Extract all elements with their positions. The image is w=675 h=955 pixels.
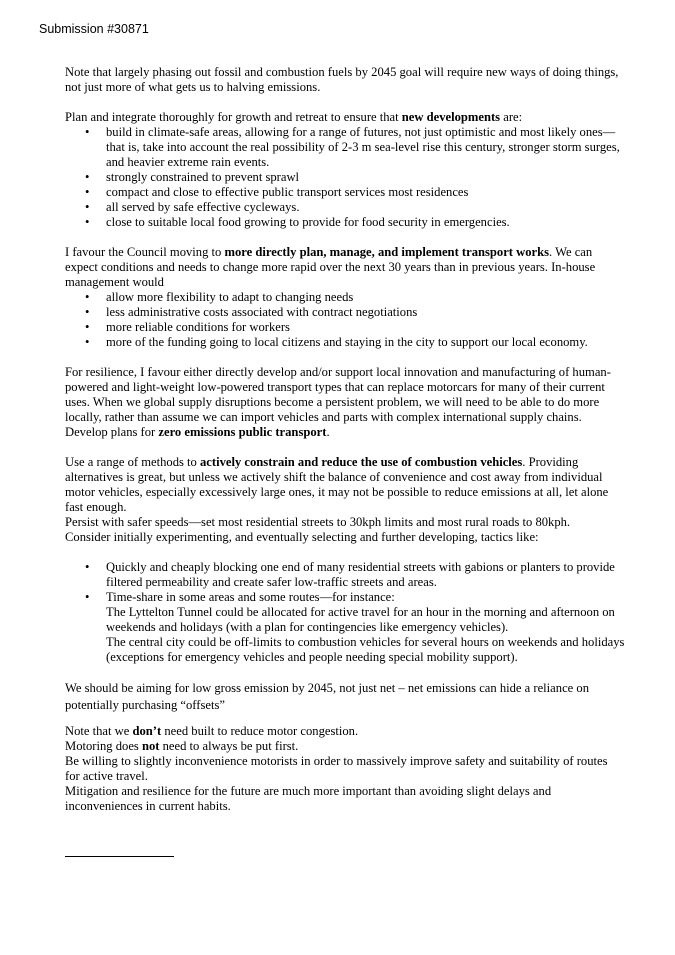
closing-1-pre: Note that we — [65, 724, 133, 738]
plans-post: . — [326, 425, 330, 439]
closing-2-post: need to always be put first. — [159, 739, 299, 753]
closing-line-1 — [65, 724, 625, 739]
plans-pre: Develop plans for — [65, 425, 159, 439]
plans-bold: zero emissions public transport — [158, 425, 327, 439]
list-item: • all served by safe effective cycleways. — [65, 200, 625, 215]
list-item: • allow more flexibility to adapt to changing needs — [65, 290, 625, 305]
list-item: • Quickly and cheaply blocking one end of many residential streets with gabions or planters to provide filtered permeability and create safer low-traffic streets and areas. — [65, 560, 625, 590]
constrain-pre: Use a range of methods to — [65, 455, 200, 469]
development-intro-post: are: — [500, 110, 523, 124]
constrain-bold: actively constrain and reduce the use of combustion vehicles — [200, 455, 523, 469]
closing-2-pre: Motoring does — [65, 739, 142, 753]
closing-1-bold: don’t — [132, 724, 162, 738]
council-post: . We can expect conditions and needs to change more rapid over the next 30 years than in previous years. In-house management would — [65, 245, 596, 289]
submission-number: Submission #30871 — [39, 22, 149, 36]
closing-1-post: need built to reduce motor congestion. — [161, 724, 359, 738]
safer-speeds-line: Persist with safer speeds—set most residential streets to 30kph limits and most rural roads to 80kph. — [65, 515, 571, 529]
council-pre: I favour the Council moving to — [65, 245, 225, 259]
list-item: • strongly constrained to prevent sprawl — [65, 170, 625, 185]
development-intro-bold: new developments — [401, 110, 501, 124]
council-list — [65, 290, 625, 350]
list-item: • build in climate-safe areas, allowing for a range of futures, not just optimistic and most likely ones—that is, take into account the real possibility of 2-3 m sea-level rise this century, stronger storm surges, and heavier extreme rain events. — [65, 125, 625, 170]
central-city-text: The central city could be off-limits to combustion vehicles for several hours on weekends and holidays (exceptions for emergency vehicles and people needing special mobility support). — [106, 635, 625, 664]
consider-line: Consider initially experimenting, and eventually selecting and further developing, tactics like: — [65, 530, 539, 544]
closing-line-3: Be willing to slightly inconvenience motorists in order to massively improve safety and suitability of routes for active travel. — [65, 754, 608, 783]
closing-line-4: Mitigation and resilience for the future are much more important than avoiding slight delays and inconveniences in current habits. — [65, 784, 552, 813]
list-item: • close to suitable local food growing to provide for food security in emergencies. — [65, 215, 625, 230]
list-item — [65, 590, 625, 665]
list-item: • more reliable conditions for workers — [65, 320, 625, 335]
development-list — [65, 125, 625, 230]
list-item: • less administrative costs associated with contract negotiations — [65, 305, 625, 320]
constrain-paragraph — [65, 455, 625, 515]
council-bold: more directly plan, manage, and implement transport works — [224, 245, 550, 259]
closing-2-bold: not — [141, 739, 160, 753]
list-item: • more of the funding going to local citizens and staying in the city to support our local economy. — [65, 335, 625, 350]
zero-emissions-line — [65, 425, 625, 440]
council-paragraph — [65, 245, 625, 290]
closing-line-2 — [65, 739, 625, 754]
development-intro — [65, 110, 625, 125]
gross-emission-paragraph: We should be aiming for low gross emission by 2045, not just net – net emissions can hide a reliance on potentially purchasing “offsets” — [65, 681, 589, 712]
footnote-rule — [65, 856, 174, 857]
document-body — [65, 65, 625, 814]
time-share-heading: • Time-share in some areas and some routes—for instance: — [106, 590, 395, 604]
resilience-paragraph: For resilience, I favour either directly develop and/or support local innovation and manufacturing of human-powered and light-weight low-powered transport types that can replace motorcars for many of their current uses. When we global supply disruptions become a persistent problem, we will need to be able to do more locally, rather than assume we can import vehicles and parts with complex international supply chains. — [65, 365, 611, 424]
intro-paragraph: Note that largely phasing out fossil and combustion fuels by 2045 goal will require new ways of doing things, not just more of what gets us to halving emissions. — [65, 65, 619, 94]
list-item: • compact and close to effective public transport services most residences — [65, 185, 625, 200]
tactics-list — [65, 560, 625, 665]
lyttelton-tunnel-text: The Lyttelton Tunnel could be allocated for active travel for an hour in the morning and afternoon on weekends and holidays (with a plan for contingencies like emergency vehicles). — [106, 605, 615, 634]
development-intro-pre: Plan and integrate thoroughly for growth and retreat to ensure that — [65, 110, 402, 124]
constrain-post: . Providing alternatives is great, but unless we actively shift the balance of convenience and cost away from individual motor vehicles, especially excessively large ones, it may not be possible to reduce emissions at all, let alone fast enough. — [65, 455, 609, 514]
